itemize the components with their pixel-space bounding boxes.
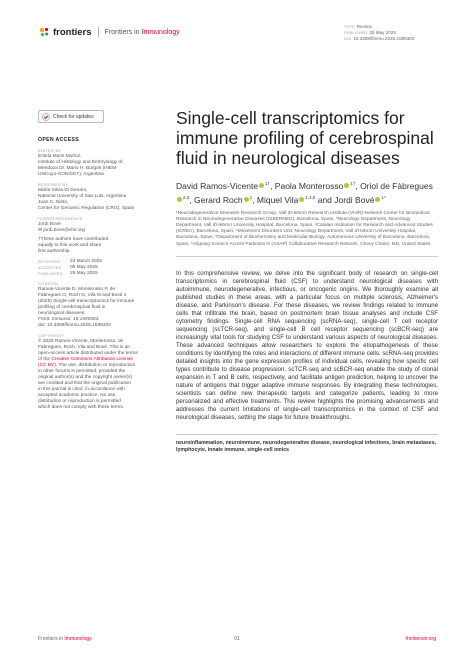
edited-by-label: EDITED BY: [38, 148, 62, 153]
published-label: PUBLISHED: [344, 31, 368, 35]
type-value: Review: [356, 24, 372, 29]
citation-journal: Front. Immunol. 16:1599303.: [38, 317, 100, 322]
open-access-label: OPEN ACCESS: [38, 137, 79, 143]
copyright-line: are credited and that the original publication: [38, 381, 132, 386]
page-header: [38, 26, 436, 46]
header-separator: [98, 27, 99, 37]
citation-line: (2025) Single-cell transcriptomics for immune: [38, 299, 135, 304]
author-list: David Ramos-Vicente $^{1\dagger}$, Paola Monterosso $^{1\dagger}$, Oriol de Fàbregues$^{2,3}$, Gerard Roch $^1$, Miquel Vila $^{1,4,5}$ and Jordi Bové $^{1*}$: [176, 180, 433, 206]
published-value: 29 May 2025: [369, 30, 396, 35]
copyright-line: © 2025 Ramos-Vicente, Monterosso, de: [38, 339, 124, 344]
author-affiliation-sup: 1: [249, 195, 253, 201]
copyright-line: which does not comply with these terms.: [38, 405, 125, 410]
copyright-line: in other forums is permitted, provided the: [38, 369, 126, 374]
editor-line: Estela Maris Muñoz,: [38, 154, 82, 159]
reviewer-line: María Silvia Di Genaro,: [38, 188, 88, 193]
author-name[interactable]: Paola Monterosso: [274, 180, 344, 191]
correspondence-label: *CORRESPONDENCE: [38, 216, 83, 221]
accepted-label: ACCEPTED: [38, 265, 62, 270]
orcid-icon[interactable]: [375, 197, 380, 202]
section-divider: [176, 256, 438, 257]
article-title: Single-cell transcriptomics for immune profiling of cerebrospinal fluid in neurological diseases: [176, 108, 434, 168]
type-label: TYPE: [344, 25, 355, 29]
received-label: RECEIVED: [38, 259, 61, 264]
author-affiliation-sup: 1†: [350, 181, 356, 186]
logo-text: frontiers: [53, 26, 92, 38]
published-label: PUBLISHED: [38, 271, 63, 276]
article-sidebar: [38, 137, 158, 411]
published-date: 29 May 2025: [70, 271, 98, 276]
orcid-icon[interactable]: [299, 197, 304, 202]
copyright-line-text: The use, distribution or reproduction: [58, 363, 136, 368]
reviewer-line: National University of San Luis, Argentina: [38, 194, 127, 199]
reviewer-line: Center for Genomic Regulation (CRG), Spain: [38, 206, 135, 211]
frontiers-logo[interactable]: [38, 26, 180, 38]
doi-label: DOI: [344, 37, 352, 41]
received-date: 24 March 2025: [70, 259, 102, 264]
article-main: [176, 108, 438, 454]
citation-doi[interactable]: doi: 10.3389/fimmu.2025.1599303: [38, 323, 111, 328]
journal-prefix: Frontiers in: [104, 28, 142, 36]
orcid-icon[interactable]: [259, 183, 264, 188]
frontiers-logo-icon: [38, 26, 50, 38]
check-updates-label: Check for updates: [53, 113, 94, 120]
author-affiliation-sup: 1*: [381, 195, 386, 201]
section-divider: [176, 434, 438, 435]
orcid-icon[interactable]: [244, 197, 249, 202]
page-number: 01: [234, 636, 240, 642]
author-name[interactable]: Gerard Roch: [194, 195, 243, 206]
orcid-icon[interactable]: [344, 183, 349, 188]
copyright-label: COPYRIGHT: [38, 333, 64, 338]
copyright-line: accepted academic practice. No use,: [38, 393, 117, 398]
copyright-line: in this journal is cited, in accordance with: [38, 387, 125, 392]
editor-line: Mendoza Dr. Mario H. Burgos (IHEM-: [38, 166, 118, 171]
footer-journal-prefix: Frontiers in: [38, 636, 65, 642]
footer-journal: [38, 636, 92, 642]
author-name[interactable]: Oriol de Fàbregues: [360, 180, 433, 191]
author-name[interactable]: Miquel Vila: [256, 195, 299, 206]
author-name[interactable]: Jordi Bové: [334, 195, 375, 206]
authorship-note: equally to this work and share: [38, 243, 102, 248]
reviewed-by-label: REVIEWED BY: [38, 182, 69, 187]
license-link[interactable]: Creative Commons Attribution License: [51, 357, 133, 362]
citation-line: profiling of cerebrospinal fluid in: [38, 305, 106, 310]
footer-site-link[interactable]: frontiersin.org: [405, 636, 436, 642]
author-affiliation-sup: 2,3: [183, 195, 190, 201]
copyright-line: Fàbregues, Roch, Vila and Bové. This is an: [38, 345, 131, 350]
citation-line: neurological diseases.: [38, 311, 86, 316]
author-affiliation-sup: 1†: [265, 181, 271, 186]
page-footer: [38, 636, 436, 646]
reviewer-line: Juan C. Nieto,: [38, 200, 69, 205]
license-abbr-link[interactable]: (CC BY).: [38, 363, 58, 368]
editor-line: Institute of Histology and Embryology of: [38, 160, 123, 165]
authorship-note: †These authors have contributed: [38, 237, 109, 242]
citation-line: Ramos-Vicente D, Monterosso P, de: [38, 287, 116, 292]
copyright-line: open-access article distributed under the terms: [38, 351, 138, 356]
author-affiliation-sup: 1,4,5: [305, 195, 316, 201]
accepted-date: 05 May 2025: [70, 265, 98, 270]
abstract: In this comprehensive review, we delve into the significant body of research on single-cell transcriptomics in cerebrospinal fluid (CSF) to understand neurological diseases with autoimmune, neurodegenerative, infectious, or oncogenic origins. We thoroughly examine all published studies in these areas, with a particular focus on multiple sclerosis, Alzheimer's disease, and Parkinson's disease. For these diseases, we review findings related to immune cells that infiltrate the brain, based on postmortem brain tissue analyses and include CSF cytometry findings. Single-cell RNA sequencing (scRNA-seq), single-cell T cell receptor sequencing (scTCR-seq), and single-cell B cell receptor sequencing (scBCR-seq) are increasingly vital tools for studying CSF to understand various aspects of neurological diseases. These advanced techniques allow researchers to explore the etiopathogenesis of these conditions by identifying the roles and interactions of different immune cells. scRNA-seq provides detailed insights into the gene expression profiles of individual cells, revealing how specific cell types contribute to disease progression. scTCR-seq and scBCR-seq enable the study of clonal expansion in T and B cells, respectively, and facilitate antigen prediction, helping to uncover the nature of antigens that trigger adaptive immune responses. By integrating these technologies, scientists can define new therapeutic targets and categorize patients, leading to more personalized and effective treatments. This review highlights the promising advancements and addresses the current limitations of single-cell transcriptomics in the context of CSF and neurological diseases, setting the stage for future breakthroughs.: [176, 270, 438, 422]
check-for-updates-button[interactable]: [38, 110, 104, 123]
footer-journal-name: Immunology: [64, 636, 92, 642]
copyright-line: original author(s) and the copyright owner(s): [38, 375, 133, 380]
authorship-note: first authorship: [38, 249, 70, 254]
affiliations: ¹Neurodegenerative Diseases Research Group, Vall d'Hebron Research Institute (VHIR)-Network Center for Biomedical Research in Neurodegenerative Diseases (CIBERNED), Barcelona, Spain, ²Neurology Department, Neurology Department, Vall d'Hebron University Hospital, Barcelona, Spain, ³Catalan Institution for Research and Advanced Studies (ICREA), Barcelona, Spain, ⁴Movement Disorders Unit, Neurology Department, Vall d'Hebron University Hospital, Barcelona, Spain, ⁵Department of Biochemistry and Molecular Biology, Autonomous University of Barcelona, Barcelona, Spain, ⁶Aligning Science Across Parkinson's (ASAP) Collaborative Research Network, Chevy Chase, MD, United States: [176, 210, 433, 247]
orcid-icon[interactable]: [177, 197, 182, 202]
published-row: [38, 271, 158, 277]
correspondence-email[interactable]: ✉ jordi.bove@vhir.org: [38, 228, 85, 233]
keywords: neuroinflammation, neuroimmune, neurodegenerative disease, neurological infections, brain metastases, lymphocyte, innate immune, single-cell omics: [176, 440, 437, 454]
citation-line: Fàbregues O, Roch G, Vila M and Bové J: [38, 293, 127, 298]
article-meta: [344, 24, 436, 42]
copyright-line: distribution or reproduction is permitted: [38, 399, 121, 404]
copyright-line-text: of the: [38, 357, 52, 362]
citation-label: CITATION: [38, 281, 58, 286]
correspondence-name: Jordi Bové: [38, 222, 61, 227]
check-updates-icon: [42, 113, 50, 121]
editor-line: UNCuyo-CONICET), Argentina: [38, 172, 104, 177]
journal-title: [105, 29, 180, 36]
doi-value[interactable]: 10.3389/fimmu.2025.1599303: [353, 36, 415, 41]
author-name[interactable]: David Ramos-Vicente: [176, 180, 259, 191]
journal-name: Immunology: [141, 28, 180, 36]
